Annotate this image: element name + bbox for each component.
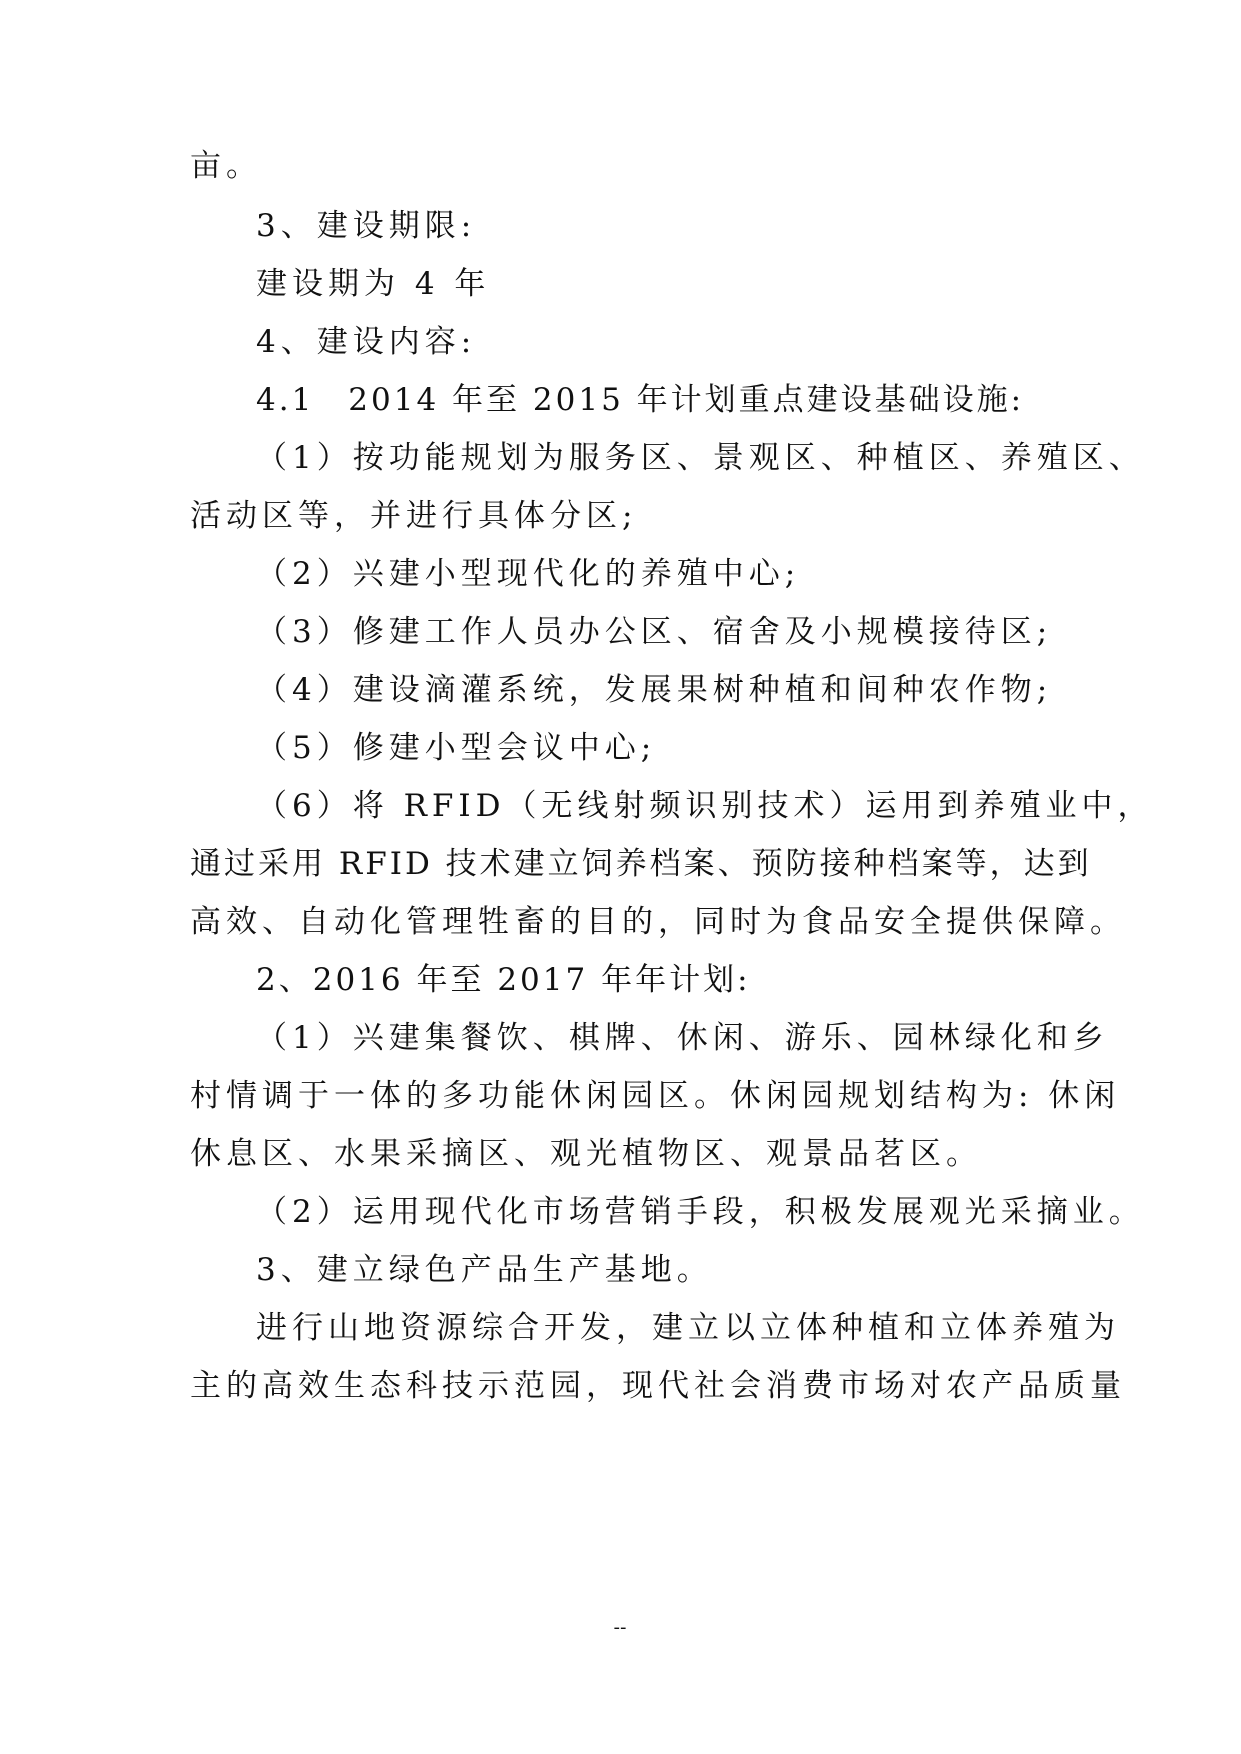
phase2-item-2: （2）运用现代化市场营销手段，积极发展观光采摘业。: [256, 1194, 1145, 1230]
subsection-heading-2014-2015: 4.1 2014 年至 2015 年计划重点建设基础设施:: [256, 382, 1025, 418]
phase2-item-1-line-2: 村情调于一体的多功能休闲园区。休闲园规划结构为: 休闲: [190, 1078, 1121, 1114]
paragraph-line-1: 进行山地资源综合开发，建立以立体种植和立体养殖为: [256, 1310, 1120, 1346]
list-item-1-line-2: 活动区等，并进行具体分区;: [190, 498, 638, 534]
list-item-6-line-3: 高效、自动化管理牲畜的目的，同时为食品安全提供保障。: [190, 904, 1126, 940]
section-heading-construction-content: 4、建设内容:: [256, 324, 477, 360]
list-item-5: （5）修建小型会议中心;: [256, 730, 657, 766]
section-heading-2016-2017: 2、2016 年至 2017 年年计划:: [256, 962, 751, 998]
text-line-construction-duration: 建设期为 4 年: [256, 266, 491, 302]
section-heading-construction-period: 3、建设期限:: [256, 208, 477, 244]
phase2-item-1-line-1: （1）兴建集餐饮、棋牌、休闲、游乐、园林绿化和乡: [256, 1020, 1109, 1056]
list-item-1-line-1: （1）按功能规划为服务区、景观区、种植区、养殖区、: [256, 440, 1145, 476]
paragraph-line-2: 主的高效生态科技示范园，现代社会消费市场对农产品质量: [190, 1368, 1126, 1404]
list-item-3: （3）修建工作人员办公区、宿舍及小规模接待区;: [256, 614, 1053, 650]
phase2-item-1-line-3: 休息区、水果采摘区、观光植物区、观景品茗区。: [190, 1136, 982, 1172]
list-item-6-line-1: （6）将 RFID（无线射频识别技术）运用到养殖业中，: [256, 788, 1154, 824]
section-heading-green-production-base: 3、建立绿色产品生产基地。: [256, 1252, 713, 1288]
list-item-6-line-2: 通过采用 RFID 技术建立饲养档案、预防接种档案等，达到: [190, 846, 1092, 882]
page-footer: --: [613, 1617, 627, 1638]
list-item-2: （2）兴建小型现代化的养殖中心;: [256, 556, 801, 592]
list-item-4: （4）建设滴灌系统，发展果树种植和间种农作物;: [256, 672, 1053, 708]
text-line-1: 亩。: [190, 148, 262, 184]
